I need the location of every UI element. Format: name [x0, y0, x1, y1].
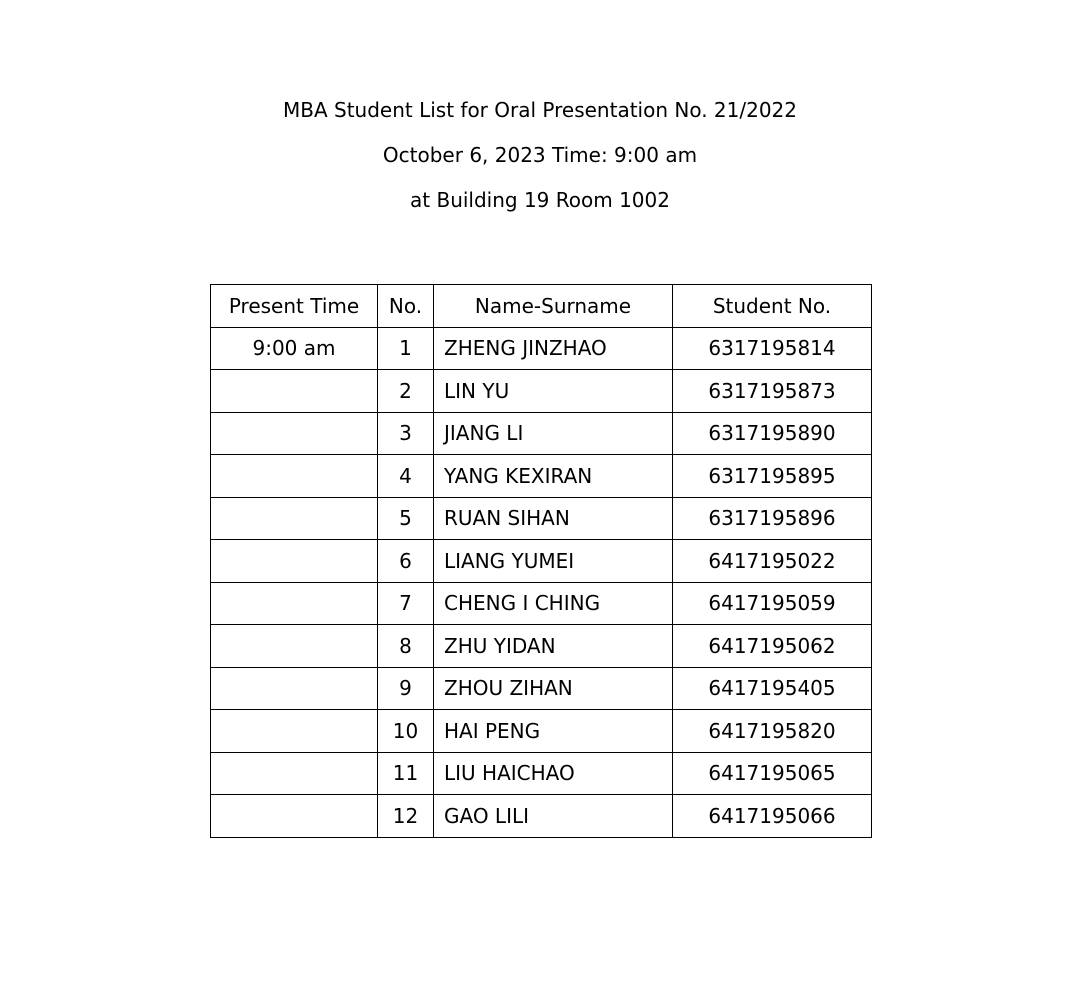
- row-number-cell: 2: [378, 370, 434, 413]
- table-row: [211, 795, 872, 838]
- column-header-no: No.: [378, 285, 434, 328]
- name-surname-cell: JIANG LI: [434, 412, 673, 455]
- row-number-cell: 1: [378, 327, 434, 370]
- name-surname-cell: HAI PENG: [434, 710, 673, 753]
- name-surname-cell: LIN YU: [434, 370, 673, 413]
- table-row: [211, 455, 872, 498]
- table-body: [211, 327, 872, 837]
- name-surname-cell: RUAN SIHAN: [434, 497, 673, 540]
- present-time-cell: [211, 752, 378, 795]
- present-time-cell: [211, 412, 378, 455]
- name-surname-cell: ZHOU ZIHAN: [434, 667, 673, 710]
- present-time-cell: [211, 540, 378, 583]
- present-time-cell: 9:00 am: [211, 327, 378, 370]
- row-number-cell: 4: [378, 455, 434, 498]
- table-row: [211, 582, 872, 625]
- row-number-cell: 12: [378, 795, 434, 838]
- student-number-cell: 6417195062: [673, 625, 872, 668]
- student-number-cell: 6317195896: [673, 497, 872, 540]
- present-time-cell: [211, 370, 378, 413]
- present-time-cell: [211, 497, 378, 540]
- student-number-cell: 6417195820: [673, 710, 872, 753]
- present-time-cell: [211, 710, 378, 753]
- table-row: [211, 370, 872, 413]
- name-surname-cell: LIU HAICHAO: [434, 752, 673, 795]
- document-title: MBA Student List for Oral Presentation No. 21/2022: [282, 98, 798, 122]
- name-surname-cell: ZHENG JINZHAO: [434, 327, 673, 370]
- table-row: [211, 327, 872, 370]
- table-header-row: [211, 285, 872, 328]
- student-number-cell: 6317195895: [673, 455, 872, 498]
- table-row: [211, 667, 872, 710]
- student-list-table: [210, 284, 872, 838]
- table-row: [211, 752, 872, 795]
- table-row: [211, 540, 872, 583]
- present-time-cell: [211, 667, 378, 710]
- student-number-cell: 6317195873: [673, 370, 872, 413]
- name-surname-cell: GAO LILI: [434, 795, 673, 838]
- presentation-location: at Building 19 Room 1002: [410, 188, 670, 212]
- student-number-cell: 6317195890: [673, 412, 872, 455]
- student-number-cell: 6417195059: [673, 582, 872, 625]
- row-number-cell: 5: [378, 497, 434, 540]
- student-number-cell: 6417195065: [673, 752, 872, 795]
- name-surname-cell: YANG KEXIRAN: [434, 455, 673, 498]
- row-number-cell: 8: [378, 625, 434, 668]
- present-time-cell: [211, 455, 378, 498]
- row-number-cell: 3: [378, 412, 434, 455]
- name-surname-cell: CHENG I CHING: [434, 582, 673, 625]
- row-number-cell: 7: [378, 582, 434, 625]
- table-row: [211, 497, 872, 540]
- present-time-cell: [211, 625, 378, 668]
- table-row: [211, 710, 872, 753]
- table-row: [211, 625, 872, 668]
- present-time-cell: [211, 795, 378, 838]
- student-number-cell: 6417195022: [673, 540, 872, 583]
- column-header-name-surname: Name-Surname: [434, 285, 673, 328]
- student-number-cell: 6317195814: [673, 327, 872, 370]
- row-number-cell: 11: [378, 752, 434, 795]
- column-header-present-time: Present Time: [211, 285, 378, 328]
- name-surname-cell: LIANG YUMEI: [434, 540, 673, 583]
- name-surname-cell: ZHU YIDAN: [434, 625, 673, 668]
- row-number-cell: 10: [378, 710, 434, 753]
- column-header-student-no: Student No.: [673, 285, 872, 328]
- table-row: [211, 412, 872, 455]
- presentation-date-time: October 6, 2023 Time: 9:00 am: [382, 143, 698, 167]
- row-number-cell: 6: [378, 540, 434, 583]
- present-time-cell: [211, 582, 378, 625]
- student-number-cell: 6417195405: [673, 667, 872, 710]
- student-number-cell: 6417195066: [673, 795, 872, 838]
- row-number-cell: 9: [378, 667, 434, 710]
